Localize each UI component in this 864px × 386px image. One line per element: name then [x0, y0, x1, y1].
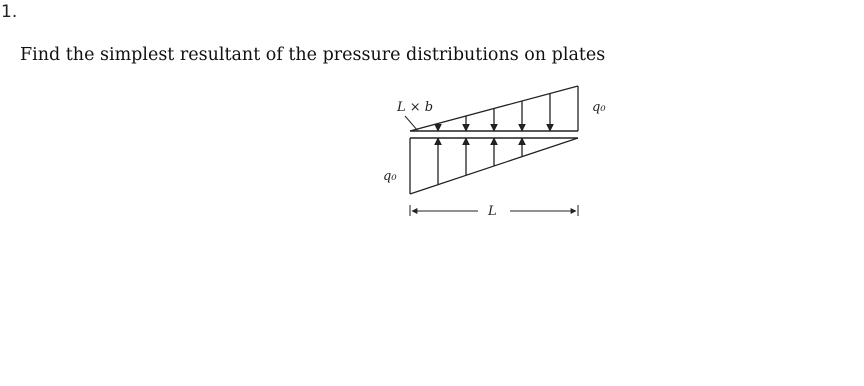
question-prompt: Find the simplest resultant of the pressure distributions on plates	[20, 45, 606, 65]
load-label-bottom-left: q₀	[383, 169, 397, 184]
length-label: L	[488, 204, 497, 219]
plate	[410, 131, 578, 138]
plate-label: L × b	[397, 100, 434, 115]
top-load-distribution	[410, 86, 578, 131]
plate-label-leader	[405, 116, 418, 131]
load-label-top-right: q₀	[592, 100, 606, 115]
bottom-load-distribution	[410, 138, 578, 194]
question-number: 1.	[1, 2, 18, 22]
